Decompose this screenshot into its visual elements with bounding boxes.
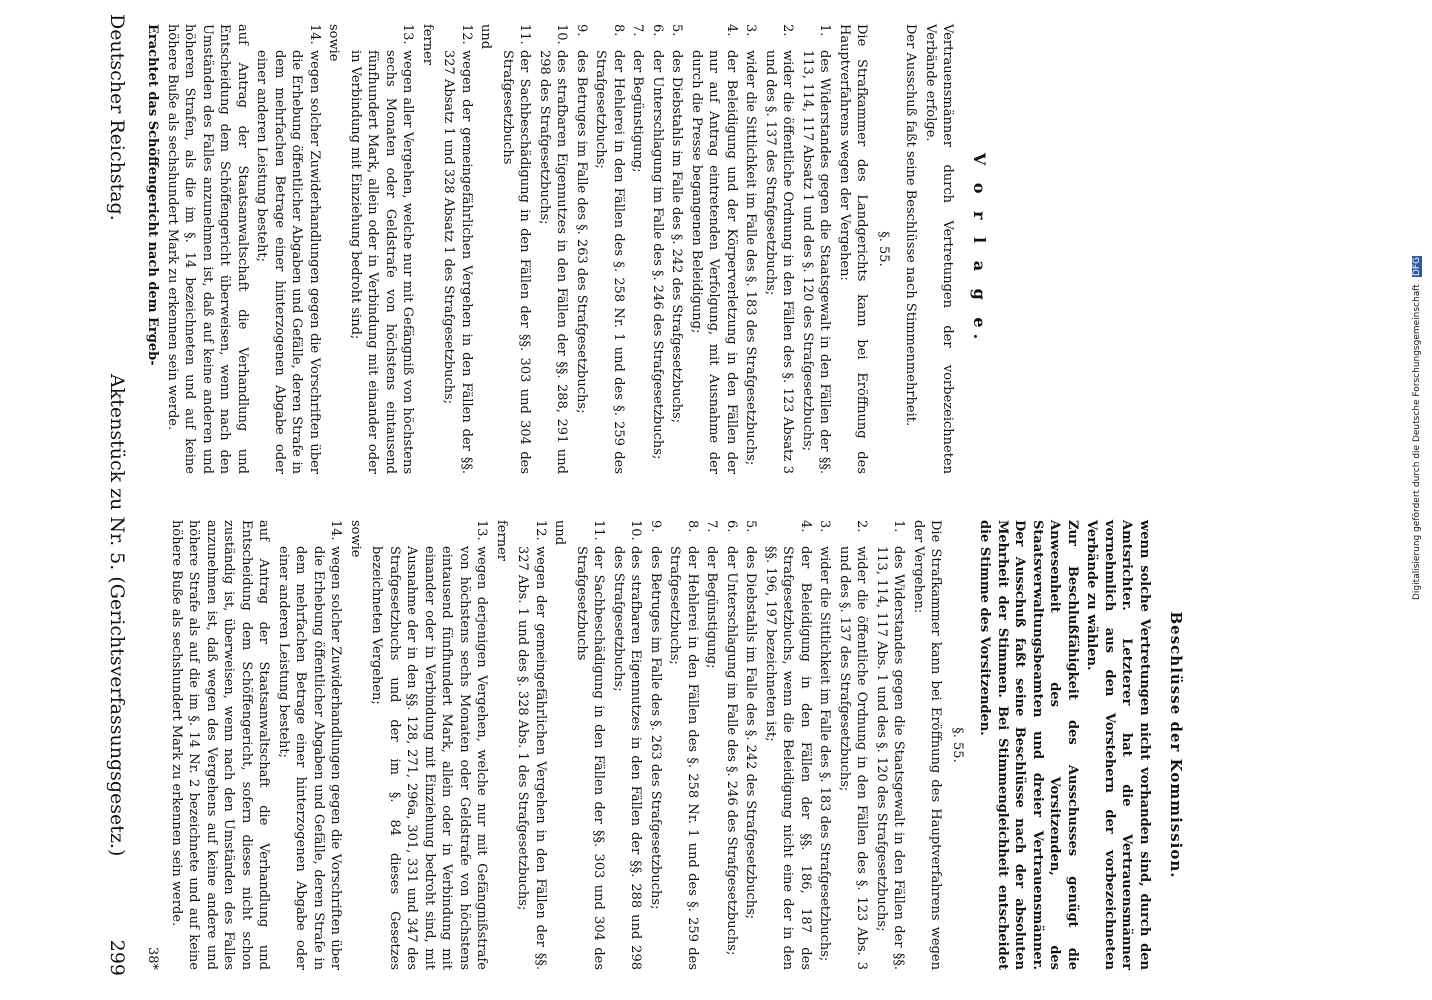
item-text: der Sachbeschädigung in den Fällen der §§. 303 und 304 des Strafgesetzbuchs <box>500 50 533 474</box>
right-item <box>514 520 549 970</box>
item-text: wegen aller Vergehen, welche nur mit Gefängniß von höchstens sechs Monaten oder Geldstrafe von höchstens eintausend fünfhundert Mark, allein oder in Verbindung mit einander oder in Verbindung mit Einziehung bedroht sind; <box>348 50 416 474</box>
item-number: 2. <box>854 520 870 533</box>
item-text: wegen der gemeingefährlichen Vergehen in den Fällen der §§. 327 Absatz 1 und 328 Absatz 1 des Strafgesetzbuchs; <box>441 50 474 474</box>
item-number: 1. <box>817 24 833 37</box>
left-connector-ferner: ferner <box>420 24 435 65</box>
right-item <box>666 520 701 970</box>
item-text: des Widerstandes gegen die Staatsgewalt in den Fällen der §§. 113, 114, 117 Abs. 1 und des §. 120 des Strafgesetzbuchs; <box>874 546 907 970</box>
left-title: V o r l a g e. <box>970 152 989 346</box>
right-item <box>836 520 871 970</box>
item-number: 13. <box>400 24 416 45</box>
right-item <box>762 520 815 970</box>
item-number: 7. <box>704 520 720 533</box>
right-item <box>275 520 345 970</box>
item-number: 8. <box>611 24 626 37</box>
right-paragraph-number: §. 55. <box>950 727 965 763</box>
right-item <box>703 520 721 970</box>
item-text: der Unterschlagung im Falle des §. 246 des Strafgesetzbuchs; <box>650 50 665 460</box>
left-item <box>536 24 571 474</box>
left-intro-1: Vertrauensmänner durch Vertretungen der vorbezeichneten Verbände erfolge. <box>923 24 956 474</box>
right-item <box>647 520 665 970</box>
right-column <box>142 520 1412 970</box>
left-item <box>742 24 760 474</box>
item-text: der Unterschlagung im Falle des §. 246 des Strafgesetzbuchs; <box>724 546 739 956</box>
item-number: 4. <box>798 520 813 533</box>
item-number: 8. <box>685 520 700 533</box>
sheet-mark: 38* <box>145 946 161 970</box>
right-item <box>723 520 741 970</box>
left-connector-und: und <box>478 24 494 50</box>
right-title: Beschlüsse der Kommission. <box>1167 611 1186 879</box>
item-number: 9. <box>648 520 663 533</box>
item-text: des Widerstandes gegen die Staatsgewalt in den Fällen der §§. 113, 114, 117 Absatz 1 und des §. 120 des Strafgesetzbuchs; <box>800 50 833 474</box>
header-left: Deutscher Reichstag. <box>106 14 128 221</box>
item-text: wegen der gemeingefährlichen Vergehen in den Fällen der §§. 327 Abs. 1 und des §. 328 Abs. 1 des Strafgesetzbuchs; <box>515 546 548 970</box>
item-number: 6. <box>724 520 739 533</box>
item-text: wider die Sittlichkeit im Falle des §. 183 des Strafgesetzbuchs; <box>817 546 833 962</box>
item-number: 4. <box>724 24 739 37</box>
left-item <box>799 24 834 474</box>
item-text: der Begünstigung; <box>704 546 720 669</box>
item-number: 11. <box>517 24 533 45</box>
left-item <box>668 24 686 474</box>
right-item <box>816 520 834 970</box>
right-connector-und: und <box>552 520 568 546</box>
right-item <box>573 520 608 970</box>
right-intro-2: Zur Beschlußfähigkeit des Ausschusses genügt die Anwesenheit des Vorsitzenden, des Staatsverwaltungsbeamten und dreier Vertrauensmänner. Der Ausschuß faßt seine Beschlüsse nach der absoluten Mehrheit der Stimmen. Bei Stimmengleichheit entscheidet die Stimme des Vorsitzenden. <box>977 520 1080 970</box>
item-text: wider die öffentliche Ordnung in den Fällen des §. 123 Absatz 3 und des §. 137 des Strafgesetzbuchs; <box>763 50 796 474</box>
item-text: des Betruges im Falle des §. 263 des Strafgesetzbuchs; <box>648 546 663 910</box>
left-last-line: Erachtet das Schöffengericht nach dem Ergeb- <box>145 24 161 366</box>
left-item <box>499 24 534 474</box>
page-number: 299 <box>106 939 128 976</box>
item-number: 12. <box>533 520 548 541</box>
item-number: 14. <box>307 24 322 45</box>
item-number: 5. <box>669 24 685 37</box>
header-middle: Aktenstück zu Nr. 5. (Gerichtsverfassungsgesetz.) <box>106 374 128 857</box>
right-item <box>742 520 760 970</box>
left-item <box>688 24 741 474</box>
item-text: wegen solcher Zuwiderhandlungen gegen die Vorschriften über die Erhebung öffentlicher Abgaben und Gefälle, deren Strafe in dem mehrfachen Betrage einer hinterzogenen Abgabe oder einer anderen Leistung besteht; <box>254 50 322 474</box>
item-number: 5. <box>743 520 759 533</box>
item-number: 7. <box>630 24 646 37</box>
item-number: 6. <box>650 24 665 37</box>
item-text: wegen derjenigen Vergehen, welche nur mit Gefängnißstrafe von höchstens sechs Monaten oder Geldstrafe von höchstens eintausend fünfhundert Mark, allein oder in Verbindung mit einander oder in Verbindung mit Einziehung bedroht sind, mit Ausnahme der in den §§. 128, 271, 296a, 301, 331 und 347 des Strafgesetzbuchs und der im §. 84 dieses Gesetzes bezeichneten Vergehen; <box>369 546 490 970</box>
item-number: 1. <box>891 520 907 533</box>
left-item <box>592 24 627 474</box>
item-text: wider die Sittlichkeit im Falle des §. 183 des Strafgesetzbuchs; <box>743 50 759 466</box>
right-connector-sowie: sowie <box>348 520 363 558</box>
item-number: 9. <box>574 24 589 37</box>
left-item <box>649 24 667 474</box>
item-text: der Hehlerei in den Fällen des §. 258 Nr. 1 und des §. 259 des Strafgesetzbuchs; <box>667 546 700 970</box>
right-paragraph-intro: Die Strafkammer kann bei Eröffnung des Hauptverfahrens wegen der Vergehen: <box>911 520 944 970</box>
item-number: 2. <box>780 24 796 37</box>
item-text: der Sachbeschädigung in den Fällen der §§. 303 und 304 des Strafgesetzbuchs <box>574 546 607 970</box>
dfg-logo: DFG <box>1412 257 1422 277</box>
dfg-credit <box>1412 40 1428 600</box>
left-paragraph-intro: Die Strafkammer des Landgerichts kann bei Eröffnung des Hauptverfahrens wegen der Vergehen: <box>837 24 870 474</box>
item-text: des Betruges im Falle des §. 263 des Strafgesetzbuchs; <box>574 50 589 414</box>
right-item <box>610 520 645 970</box>
right-item <box>368 520 491 970</box>
left-closing: auf Antrag der Staatsanwaltschaft die Verhandlung und Entscheidung dem Schöffengericht überweisen, wenn nach den Umständen des Falles anzunehmen ist, daß auf keine anderen und höheren Strafen, als die im §. 14 bezeichneten und auf keine höhere Buße als sechshundert Mark zu erkennen sein werde. <box>165 24 250 474</box>
left-item <box>762 24 797 474</box>
left-item <box>253 24 323 474</box>
item-text: des Diebstahls im Falle des §. 242 des Strafgesetzbuchs; <box>669 50 685 424</box>
page-header <box>98 14 132 986</box>
item-text: des strafbaren Eigennutzes in den Fällen der §§. 288 und 298 des Strafgesetzbuchs; <box>611 546 644 970</box>
item-number: 12. <box>459 24 474 45</box>
item-text: der Begünstigung; <box>630 50 646 173</box>
item-number: 14. <box>328 520 344 541</box>
left-connector-sowie: sowie <box>326 24 342 62</box>
item-text: der Beleidigung und der Körperverletzung in den Fällen der nur auf Antrag eintretenden Verfolgung, mit Ausnahme der durch die Presse begangenen Beleidigung; <box>689 50 739 474</box>
item-text: wider die öffentliche Ordnung in den Fällen des §. 123 Abs. 3 und des §. 137 des Strafgesetzbuchs; <box>837 546 870 970</box>
left-paragraph-number: §. 55. <box>876 231 891 267</box>
dfg-credit-text: Digitalisierung gefördert durch die Deutsche Forschungsgemeinschaft <box>1412 284 1422 600</box>
left-item <box>347 24 417 474</box>
item-number: 11. <box>591 520 607 541</box>
right-item <box>873 520 908 970</box>
item-number: 10. <box>554 24 570 45</box>
left-intro-2: Der Ausschuß faßt seine Beschlüsse nach Stimmenmehrheit. <box>903 24 919 427</box>
left-item <box>573 24 591 474</box>
left-item <box>629 24 647 474</box>
item-text: der Beleidigung in den Fällen der §§. 186, 187 des Strafgesetzbuchs, wenn die Beleidigung nicht eine der in den §§. 196, 197 bezeichneten ist; <box>763 546 813 970</box>
item-number: 3. <box>817 520 833 533</box>
right-closing: auf Antrag der Staatsanwaltschaft die Verhandlung und Entscheidung dem Schöffengericht, sofern dieses nicht schon zuständig ist, überweisen, wenn nach den Umständen des Falles anzunehmen ist, daß wegen des Vergehens auf keine andere und höhere Strafe als auf die im §. 14 Nr. 2 bezeichnete und auf keine höhere Buße als sechshundert Mark zu erkennen sein werde. <box>169 520 272 970</box>
left-column <box>142 24 1412 474</box>
right-intro-1: wenn solche Vertretungen nicht vorhanden sind, durch den Amtsrichter. Letzterer hat die Vertrauensmänner vornehmlich aus den Vorstehern der vorbezeichneten Verbände zu wählen. <box>1084 520 1152 970</box>
item-text: des Diebstahls im Falle des §. 242 des Strafgesetzbuchs; <box>743 546 759 920</box>
left-item <box>440 24 475 474</box>
item-text: wegen solcher Zuwiderhandlungen gegen die Vorschriften über die Erhebung öffentlicher Abgaben und Gefälle, deren Strafe in dem mehrfachen Betrage einer hinterzogenen Abgabe oder einer anderen Leistung besteht; <box>276 546 344 970</box>
item-text: des strafbaren Eigennutzes in den Fällen der §§. 288, 291 und 298 des Strafgesetzbuchs; <box>537 50 570 474</box>
item-number: 3. <box>743 24 759 37</box>
item-text: der Hehlerei in den Fällen des §. 258 Nr. 1 und des §. 259 des Strafgesetzbuchs; <box>593 50 626 474</box>
item-number: 13. <box>474 520 490 541</box>
right-connector-ferner: ferner <box>494 520 509 561</box>
item-number: 10. <box>628 520 644 541</box>
